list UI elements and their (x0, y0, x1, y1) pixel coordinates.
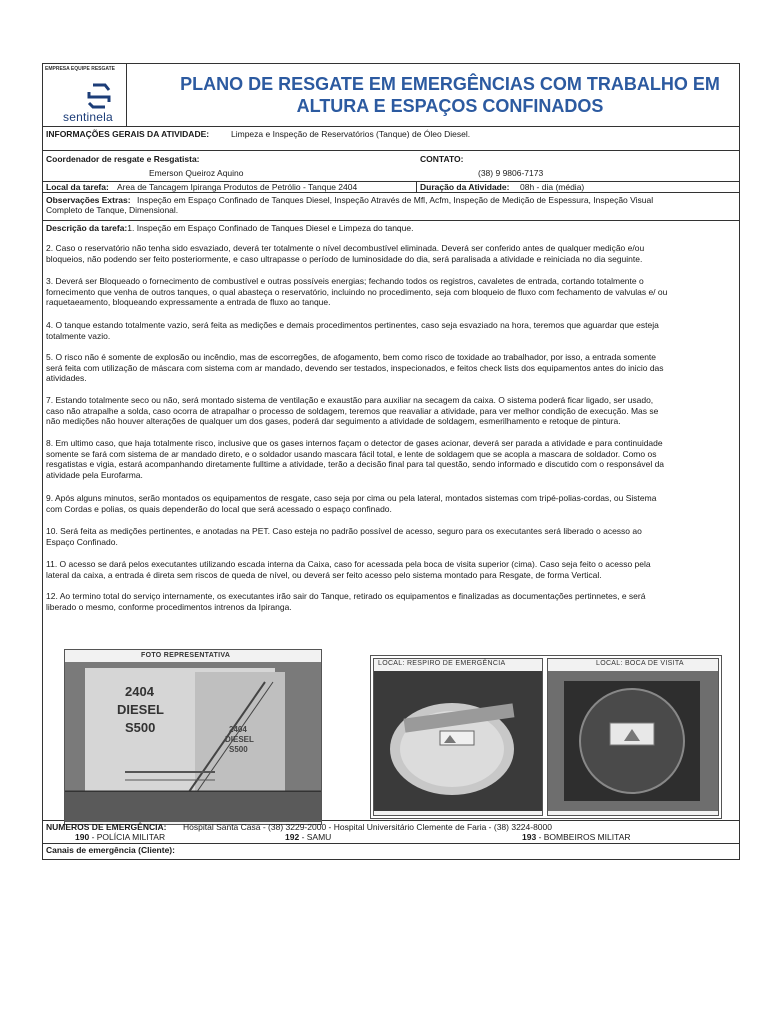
description-item-8 (46, 438, 738, 480)
vent-photo-image (374, 671, 542, 811)
tank-label-fuel-small: DIESEL (225, 735, 254, 744)
description-first-line (46, 223, 413, 233)
description-item-9 (46, 493, 738, 514)
extra-notes-row (43, 193, 739, 221)
tank-label-grade: S500 (125, 720, 156, 735)
paragraph-line: lateral da caixa, a entrada é direta sem riscos de queda de nível, ou deverá ser feito acesso pelo sistema montado para Resgate, de forma Vertical. (46, 569, 602, 580)
police-number: 190 (75, 832, 90, 842)
paragraph-line: 10. Será feita as medições pertinentes, e anotadas na PET. Caso esteja no padrão possível de acesso, seguro para os executantes será liberado o acesso ao (46, 526, 642, 536)
description-item-1: 1. Inspeção em Espaço Confinado de Tanques Diesel e Limpeza do tanque. (127, 223, 414, 233)
location-value: Area de Tancagem Ipiranga Produtos de Petrólio - Tanque 2404 (117, 182, 358, 192)
samu-name: - SAMU (301, 832, 332, 842)
paragraph-line: não medições não houver alterações de qualquer um dos gases, poderá dar seguimento a atividade de soldagem, esmerilhamento e retoque de pintura. (46, 416, 621, 426)
paragraph-line: 8. Em ultimo caso, que haja totalmente risco, inclusive que os gases internos façam o detector de gases acionar, deverá ser parada a atividade e para continuidade (46, 438, 663, 448)
paragraph-line: 2. Caso o reservatório não tenha sido esvaziado, deverá ter totalmente o nível decombustível eliminada. Deverá ser conferido antes de qualquer medição e/ou (46, 243, 645, 253)
coordinator-name: Emerson Queiroz Aquino (149, 168, 244, 178)
emergency-vent-photo (373, 658, 543, 816)
description-item-10 (46, 526, 738, 547)
location-photos-frame (370, 655, 722, 819)
paragraph-line: 5. O risco não é somente de explosão ou incêndio, mas de escorregões, de afogamento, bem como risco de toxidade ao trabalhador, por isso, a entrada somente (46, 352, 657, 362)
extra-notes-line-2: Completo de Tanque, Dimensional. (46, 205, 179, 215)
paragraph-line: fornecimento que venha de outros tanques, o qual abasteça o reservatório, incluindo no procedimento, seja com bloqueio de fluxo com fechamento de valvulas e/ ou (46, 286, 668, 297)
photo-caption-representative: FOTO REPRESENTATIVA (141, 652, 231, 659)
coordinator-row (43, 151, 739, 182)
description-item-12 (46, 591, 738, 612)
rescue-plan-document (42, 63, 740, 860)
paragraph-line: 11. O acesso se dará pelos executantes utilizando escada interna da Caixa, caso for acessada pela boca de visita superior (cima). Caso seja feito o acesso pela (46, 559, 651, 569)
paragraph-line: 4. O tanque estando totalmente vazio, será feita as medições e demais procedimentos pertinentes, caso seja esvaziado na hora, teremos que aguardar que esteja (46, 320, 659, 330)
title-line-2: ALTURA E ESPAÇOS CONFINADOS (296, 96, 604, 116)
paragraph-line: Espaço Confinado. (46, 536, 118, 547)
contact-label: CONTATO: (420, 154, 464, 164)
paragraph-line: resgatistas e vigia, estará acompanhando diretamente fulltime a atividade, terão a decisão final para tal questão, sendo informado e discutido com o responsável da (46, 459, 665, 469)
paragraph-line: atividade pela Eurofarma. (46, 469, 143, 480)
client-channels-label: Canais de emergência (Cliente): (46, 845, 175, 855)
photo-caption-vent: LOCAL: RESPIRO DE EMERGÊNCIA (378, 660, 506, 667)
paragraph-line: somente se fará com sistema de ar mandado direto, e o soldador usando mascara fácil total, e lente de soldagem que se acopla a mascara de soldador. Como os (46, 448, 657, 459)
paragraph-line: 3. Deverá ser Bloqueado o fornecimento de combustível e outras possíveis energias; fechando todos os registros, cavaletes de entrada, cortando totalmente o (46, 276, 644, 286)
emergency-numbers-row (43, 821, 739, 844)
manhole-photo (547, 658, 719, 816)
general-info-value: Limpeza e Inspeção de Reservatórios (Tanque) de Óleo Diesel. (231, 129, 471, 139)
company-label: EMPRESA EQUIPE RESGATE (45, 66, 116, 72)
task-description-section (43, 221, 739, 821)
paragraph-line: caso não atrapalhe a solda, caso ocorra de atrapalhar o processo de soldagem, teremos que reavaliar a atividade, para ver melhor condição de execução. Mas se (46, 405, 659, 416)
paragraph-line: atividades. (46, 373, 87, 383)
representative-photo (64, 649, 322, 825)
general-info-row (43, 127, 739, 151)
manhole-photo-image (548, 671, 718, 811)
duration-value: 08h - dia (média) (520, 182, 585, 192)
paragraph-line: raquetaeamento, bloqueando expressamente a entrada de fluxo ao tanque. (46, 297, 331, 307)
description-item-11 (46, 559, 738, 580)
tank-label-number: 2404 (125, 684, 154, 699)
extra-notes-label: Observações Extras: (46, 195, 131, 205)
hospital-numbers: Hospital Santa Casa - (38) 3229-2000 - Hospital Universitário Clemente de Faria - (38) 3224-8000 (183, 822, 552, 832)
paragraph-line: com Cordas e polias, os quais dependerão do local que será acessado o espaço confinado. (46, 503, 392, 514)
description-item-2 (46, 243, 738, 264)
duration-label: Duração da Atividade: (420, 182, 510, 192)
location-row (43, 182, 739, 193)
extra-notes-line-1: Inspeção em Espaço Confinado de Tanques Diesel, Inspeção Através de Mfl, Acfm, Inspeção de Medição de Espessura, Inspeção Visual (137, 195, 654, 205)
fire-number: 193 (522, 832, 537, 842)
emergency-label: NUMEROS DE EMERGÊNCIA: (46, 822, 167, 832)
divider (416, 182, 417, 193)
samu-number: 192 (285, 832, 300, 842)
paragraph-line: 9. Após alguns minutos, serão montados os equipamentos de resgate, caso seja por cima ou pela lateral, montados sistemas com tripé-polias-cordas, ou Sistema (46, 493, 657, 503)
description-item-3 (46, 276, 738, 308)
page-title (163, 73, 737, 117)
client-channels-row (43, 844, 739, 859)
description-item-4 (46, 320, 738, 341)
fire-name: - BOMBEIROS MILITAR (538, 832, 631, 842)
police-entry (75, 832, 165, 842)
tank-label-number-small: 2404 (229, 725, 247, 734)
company-logo-box (43, 64, 127, 127)
location-label: Local da tarefa: (46, 182, 109, 192)
paragraph-line: liberado o mesmo, conforme procedimentos intrenos da Ipiranga. (46, 601, 292, 612)
paragraph-line: 12. Ao termino total do serviço internamente, os executantes irão sair do Tanque, retirado os equipamentos e finalizadas as documentações pertinnetes, e será (46, 591, 646, 601)
police-name: - POLÍCIA MILITAR (91, 832, 166, 842)
paragraph-line: será feita com utilização de máscara com sistema com ar mandado, devendo ser testados, inspecionados, e feitos check lists dos equipamentos antes do inicio das (46, 362, 664, 373)
sentinela-logo-icon (87, 83, 111, 109)
description-item-7 (46, 395, 738, 427)
tank-label-fuel: DIESEL (117, 702, 164, 717)
fire-entry (522, 832, 631, 842)
title-line-1: PLANO DE RESGATE EM EMERGÊNCIAS COM TRABALHO EM (180, 74, 720, 94)
description-label: Descrição da tarefa: (46, 223, 128, 233)
general-info-label: INFORMAÇÕES GERAIS DA ATIVIDADE: (46, 129, 210, 139)
coordinator-label: Coordenador de resgate e Resgatista: (46, 154, 200, 164)
paragraph-line: bloqueios, não podendo ser feito posteriormente, e caso ultrapasse o período de luminosidade do dia, será paralisada a atividade e reiniciada no dia seguinte. (46, 253, 643, 264)
photo-caption-manhole: LOCAL: BOCA DE VISITA (596, 660, 684, 667)
document-header (43, 64, 739, 127)
paragraph-line: totalmente vazio. (46, 330, 111, 341)
contact-value: (38) 9 9806-7173 (478, 168, 544, 178)
tank-label-grade-small: S500 (229, 745, 248, 754)
tank-photo-image (65, 662, 321, 822)
logo-text: sentinela (63, 110, 113, 124)
description-item-5 (46, 352, 738, 384)
samu-entry (285, 832, 331, 842)
paragraph-line: 7. Estando totalmente seco ou não, será montado sistema de ventilação e exaustão para auxiliar na secagem da caixa. O sistema poderá ficar ligado, ser usado, (46, 395, 654, 405)
